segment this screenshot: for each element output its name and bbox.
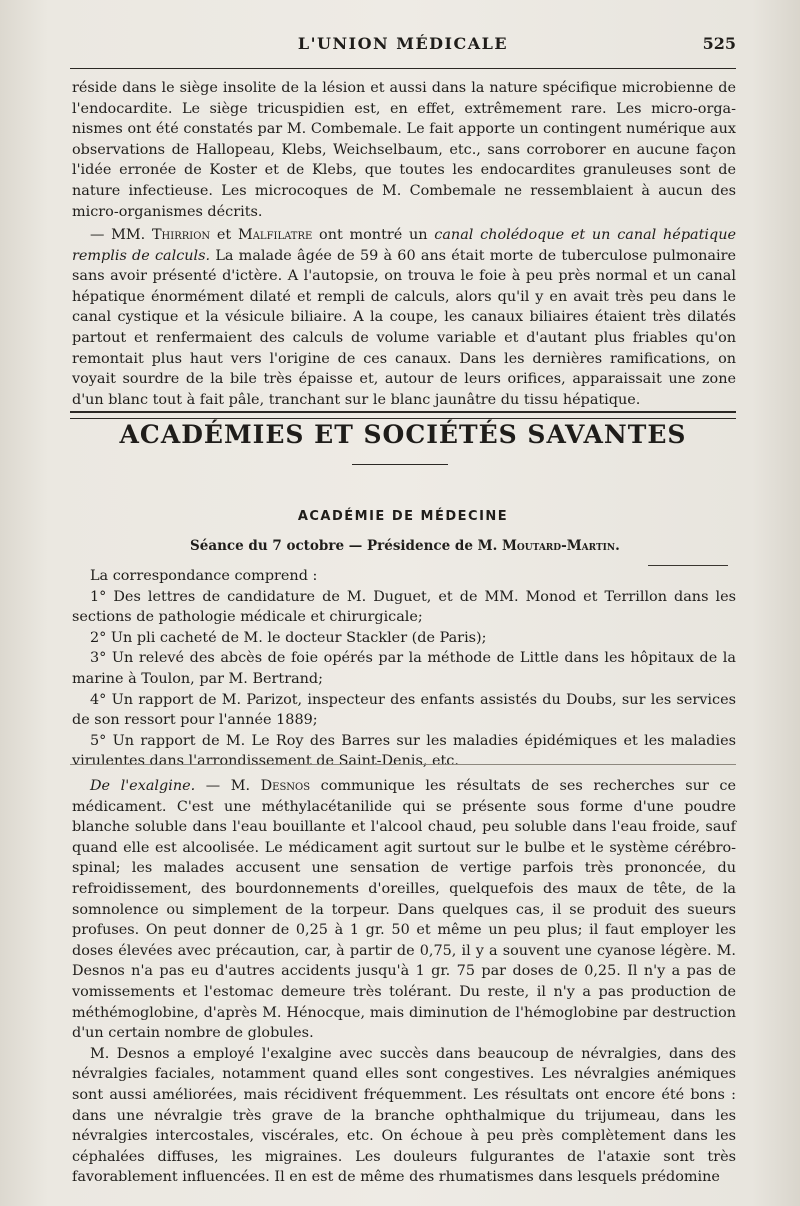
exalgine-body: communique les résultats de ses recherches sur ce médicament. C'est une méthylacétanilide qui se présente sous forme d'une poudre blanche soluble dans l'eau bouillante et l'alcool chaud, peu soluble dans l'eau froide, sauf quand elle est alcoolisée. Le médicament agit surtout sur le bulbe et le système cérébro-spinal; les malades accusent une sensation de vertige parfois très prononcée, du refroidissement, des bourdonnements d'oreilles, quelquefois des maux de tête, de la somnolence ou simplement de la torpeur. Dans quelques cas, il se produit des sueurs profuses. On peut donner de 0,25 à 1 gr. 50 et même un peu plus; il faut employer les doses élevées avec précaution, car, à partir de 0,75, il y a souvent une cyanose légère. M. Desnos n'a pas eu d'autres accidents jusqu'à 1 gr. 75 par doses de 0,25. Il n'y a pas de vomissements et l'estomac demeure très tolérant. Du reste, il n'y a pas production de méthémoglobine, d'après M. Hénocque, mais diminution de l'hémoglobine par destruction d'un certain nombre de globules.: [72, 778, 736, 1042]
running-title: L'UNION MÉDICALE: [297, 34, 509, 53]
correspondence-item: 1° Des lettres de candidature de M. Duguet, et de MM. Monod et Terrillon dans les sections de pathologie médicale et chirurgicale;: [72, 588, 736, 626]
dash-text: — M.: [195, 778, 261, 794]
session-line: [190, 538, 736, 554]
section-double-rule: [70, 411, 736, 419]
top-paragraph: [72, 78, 736, 222]
conjunction: et: [210, 227, 238, 243]
correspondence-item: 4° Un rapport de M. Parizot, inspecteur des enfants assistés du Doubs, sur les services de son ressort pour l'année 1889;: [72, 691, 736, 729]
line: façon l'idée erronée de Koster et de Klebs, que toutes les endocardites granuleuses sont: [72, 141, 737, 179]
correspondence-block: [72, 566, 736, 772]
exalgine-paragraph: [72, 776, 736, 1044]
correspondence-item: 2° Un pli cacheté de M. le docteur Stackler (de Paris);: [90, 629, 487, 646]
section-separator: [70, 764, 736, 765]
line: nismes ont été constatés par M. Combemale. Le fait apporte un contingent numérique: [72, 121, 706, 138]
thirrion-text: [72, 225, 736, 410]
correspondence-intro: La correspondance comprend :: [90, 568, 318, 584]
correspondence-item: 3° Un relevé des abcès de foie opérés par la méthode de Little dans les hôpitaux de la marine à Toulon, par M. Bertrand;: [72, 650, 736, 687]
exalgine-heading: De l'exalgine.: [90, 778, 196, 794]
verb-text: ont montré un: [312, 227, 435, 243]
session-suffix: .: [615, 538, 620, 554]
italic-title: canal cholédoque et un canal hépatique remplis de calculs.: [72, 227, 736, 264]
section-title: ACADÉMIES ET SOCIÉTÉS SAVANTES: [119, 420, 687, 449]
subsection-title: ACADÉMIE DE MÉDECINE: [297, 509, 509, 524]
session-prefix: Séance du 7 octobre — Présidence de M.: [190, 538, 502, 554]
running-header: [70, 34, 736, 56]
author-name: Malfilatre: [237, 227, 313, 243]
exalgine-paragraph-2: M. Desnos a employé l'exalgine avec succès dans beaucoup de névralgies, dans des névralgies faciales, notamment quand elles sont congestives. Les névralgies anémiques sont aussi améliorées, mais récidivent fréquemment. Les résultats ont encore été bons : dans une névralgie très grave de la branche ophthalmique du trijumeau, dans les névralgies intercostales, viscérales, etc. On échoue à peu près complètement dans les céphalées diffuses, les migraines. Les douleurs fulgurantes de l'ataxie sont très favorablement influencées. Il en est de même des rhumatismes dans lesquels prédomine: [72, 1045, 736, 1186]
page-number: 525: [702, 34, 736, 53]
line: réside dans le siège insolite de la lésion et aussi dans la nature spécifique microbienne: [72, 80, 714, 96]
section-title-rule: [352, 464, 448, 465]
thirrion-paragraph: [72, 225, 736, 410]
speaker-name: Desnos: [260, 778, 311, 794]
correspondence-item: 5° Un rapport de M. Le Roy des Barres sur les maladies épidémiques et les maladies virulentes dans l'arrondissement de Saint-Denis, etc.: [72, 732, 736, 770]
session-president: Moutard-Martin: [501, 538, 616, 554]
exalgine-block: [72, 776, 736, 1188]
line: aux observations de Hallopeau, Klebs, Weichselbaum, etc., sans corroborer en aucune: [72, 121, 737, 158]
lead-text: — MM.: [90, 227, 152, 243]
line: de l'endocardite. Le siège tricuspidien est, en effet, extrêmement rare. Les micro-orga-: [72, 80, 736, 117]
top-paragraph-text: [72, 78, 736, 222]
author-name: Thirrion: [151, 227, 211, 243]
line: micro-organismes décrits.: [72, 203, 263, 220]
body-text: La malade âgée de 59 à 60 ans était morte de tuberculose pulmonaire sans avoir présenté d'ictère. A l'autopsie, on trouva le foie à peu près normal et un canal hépatique énormément dilaté et rempli de calculs, alors qu'il y en avait très peu dans le canal cystique et la vésicule biliaire. A la coupe, les canaux biliaires étaient très dilatés partout et renfermaient des calculs de volume variable et d'autant plus friables qu'on remontait plus haut vers l'origine de ces canaux. Dans les dernières ramifications, on voyait sourdre de la bile très épaisse et, autour de leurs orifices, apparaissait une zone d'un blanc tout à fait pâle, tranchant sur le blanc jaunâtre du tissu hépatique.: [72, 247, 736, 408]
header-rule: [70, 68, 736, 69]
line: de nature infectieuse. Les microcoques de M. Combemale ne ressemblaient à aucun des: [72, 162, 737, 199]
